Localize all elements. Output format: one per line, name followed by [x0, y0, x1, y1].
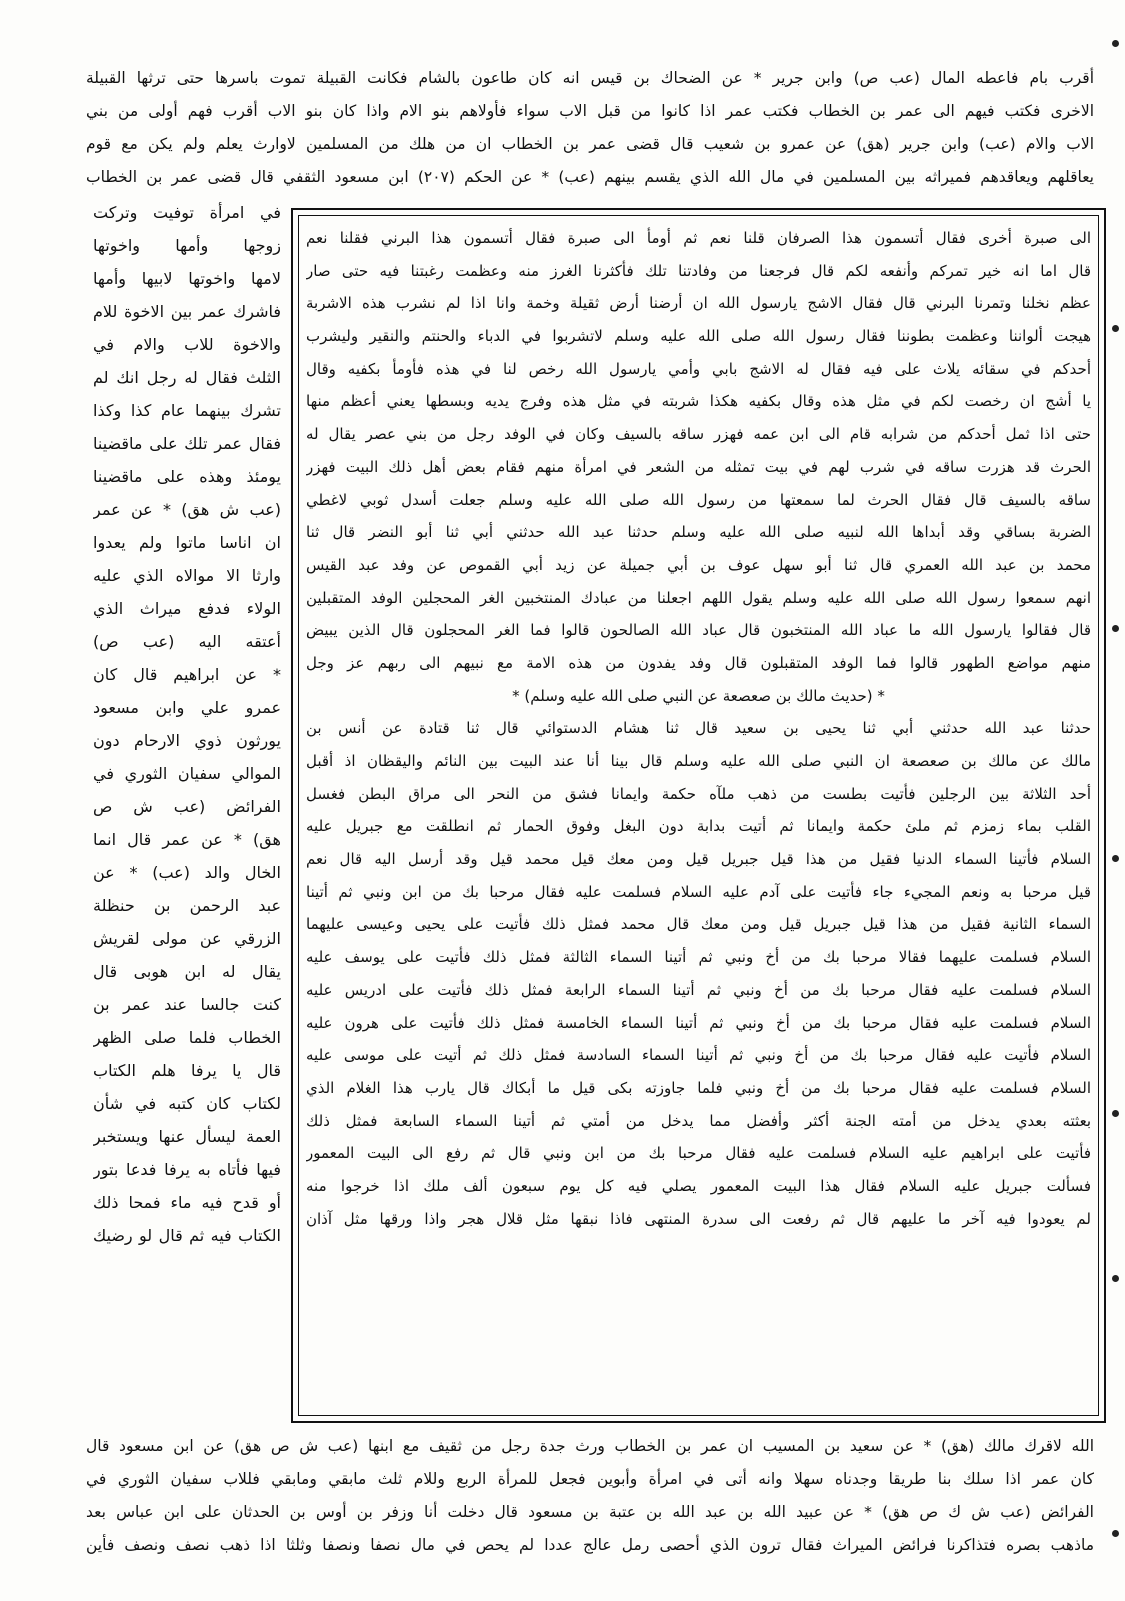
side-text-line: لامها واخوتها لابيها وأمها — [93, 269, 281, 288]
main-text-line: بعثته بعدي يدخل من أمته الجنة أكثر وأفضل مما يدخل من أمتي ثم أتينا السماء السابعة فمثل ذلك — [306, 1111, 1091, 1130]
side-text-line: قال يا يرفا هلم الكتاب — [93, 1061, 281, 1080]
main-text-line: انهم سمعوا رسول الله صلى الله عليه وسلم يقول اللهم اجعلنا من عبادك المنتخبين الغر المحجلين الوفد المتقبلين — [306, 588, 1091, 607]
side-margin-column — [93, 196, 281, 1252]
side-text-line: يومئذ وهذه على ماقضينا — [93, 467, 281, 486]
top-text-block — [86, 62, 1094, 194]
main-text-line: قيل مرحبا به ونعم المجيء جاء فأتيت على آدم عليه السلام فسلمت عليه فقال مرحبا بك من ابن ونبي ثم أتينا — [306, 882, 1091, 901]
main-text-line: حتى اذا ثمل أحدكم من شرابه قام الى ابن عمه فهزر ساقه بالسيف وكان في الوفد رجل من بني عصر يقال له — [306, 425, 1091, 444]
scan-speck — [1112, 40, 1119, 47]
top-text-line: أقرب بام فاعطه المال (عب ص) وابن جرير * عن الضحاك بن قيس انه كان طاعون بالشام فكانت القبيلة تموت باسرها حتى ترثها القبيلة — [86, 69, 1094, 87]
main-text-line: السلام فأتينا السماء الدنيا فقيل من هذا قيل جبريل قيل ومن معك قيل محمد قيل وقد أرسل اليه قال نعم — [306, 850, 1091, 869]
main-text-line: ساقه بالسيف قال فقال الحرث لما سمعتها من رسول الله صلى الله عليه وسلم جعلت أسدل ثوبي لاغطي — [306, 490, 1091, 509]
main-text-line: قال اما انه خير تمركم وأنفعه لكم قال فرجعنا من وفادتنا تلك فأكثرنا الغرز منه وعظمت رغبتنا فيه حتى صار — [306, 261, 1091, 280]
side-text-line: الموالي سفيان الثوري في — [93, 764, 281, 783]
side-text-line: فقال عمر تلك على ماقضينا — [93, 434, 281, 453]
side-text-line: يقال له ابن هوبى قال — [93, 962, 281, 981]
side-text-line: أعتقه اليه (عب ص) — [93, 632, 281, 651]
main-text-line — [306, 1235, 1091, 1268]
main-text-line: الضربة بساقي وقد أبداها الله لنبيه صلى الله عليه وسلم حدثنا عبد الله حدثني أبي ثنا أبو النضر قال ثنا — [306, 523, 1091, 542]
main-text-line: مالك عن مالك بن صعصعة ان النبي صلى الله عليه وسلم قال بينا أنا عند البيت بين النائم واليقظان اذ أقبل — [306, 752, 1091, 770]
main-text-line: السلام فسلمت عليه فقال مرحبا بك من أخ ونبي فلما جاوزته بكى قيل ما أبكاك قال يارب هذا الغلام الذي — [306, 1078, 1091, 1097]
main-text-line: منهم مواضع الطهور قالوا فما الوفد المتقبلون قال وفد يفدون من هذه الامة مع نبيهم الى ربهم عز وجل — [306, 653, 1091, 672]
main-text-line: القلب بماء زمزم ثم ملئ حكمة وايمانا ثم أتيت بدابة دون البغل وفوق الحمار ثم انطلقت مع جبريل عليه — [306, 817, 1091, 836]
main-text-line: قال فقالوا يارسول الله ما عباد الله المنتخبون قال عباد الله الصالحون قالوا فما الغر المحجلون قال الذين يبيض — [306, 621, 1091, 640]
main-text-line: أحد الثلاثة بين الرجلين فأتيت بطست من ذهب ملآه حكمة وايمانا فشق من النحر الى مراق البطن فغسل — [306, 784, 1091, 803]
side-text-line: الخطاب فلما صلى الظهر — [93, 1028, 281, 1047]
main-text-line: أحدكم في سقائه يلاث على فيه فقال له الاشج بابي وأمي يارسول الله رخص لنا في هذه فأومأ بكفيه وقال — [306, 359, 1091, 378]
main-text-line: السلام فأتيت عليه فقال مرحبا بك من أخ ونبي ثم أتينا السماء السادسة فمثل ذلك ثم أتيت على موسى عليه — [306, 1046, 1091, 1065]
scan-speck — [1112, 1110, 1119, 1117]
side-text-line: ان اناسا ماتوا ولم يعدوا — [93, 533, 281, 552]
bottom-text-line: كان عمر اذا سلك بنا طريقا وجدناه سهلا وانه أتى في امرأة وأبوين فجعل للمرأة الربع وللام ثلث مابقي ومابقي فللاب سفيان الثوري في — [86, 1470, 1094, 1488]
side-text-line: أو قدح فيه ماء فمحا ذلك — [93, 1193, 281, 1212]
side-text-line: الثلث فقال له رجل انك لم — [93, 368, 281, 387]
scan-speck — [1112, 1275, 1119, 1282]
side-text-line: زوجها وأمها واخوتها — [93, 236, 281, 255]
scan-speck — [1112, 625, 1119, 632]
main-text-line: فسألت جبريل عليه السلام فقال هذا البيت المعمور يصلي فيه كل يوم سبعون ألف ملك اذا خرجوا منه — [306, 1176, 1091, 1195]
side-text-line: الخال والد (عب) * عن — [93, 863, 281, 882]
side-text-line: الفرائض (عب ش ص — [93, 797, 281, 816]
main-text-line: السلام فسلمت عليه فقال مرحبا بك من أخ ونبي ثم أتينا السماء الخامسة فمثل ذلك فأتيت على هرون عليه — [306, 1013, 1091, 1032]
side-text-line: الكتاب فيه ثم قال لو رضيك — [93, 1226, 281, 1245]
main-text-line: يا أشج ان رخصت لكم في مثل هذه وقال بكفيه هكذا شربته في مثل هذه وفرج يديه وبسطها يعني أعظم منها — [306, 392, 1091, 411]
side-text-line: وارثا الا موالاه الذي عليه — [93, 566, 281, 585]
main-text-line: الحرث قد هزرت ساقه في شرب لهم في بيت تمثله من الشعر في امرأة منهم فقام بعض أهل ذلك البيت فهزر — [306, 457, 1091, 476]
side-text-line: هق) * عن عمر قال انما — [93, 830, 281, 849]
main-text-block — [306, 222, 1091, 1268]
side-text-line: يورثون ذوي الارحام دون — [93, 731, 281, 750]
side-text-line: كنت جالسا عند عمر بن — [93, 995, 281, 1014]
side-text-line: تشرك بينهما عام كذا وكذا — [93, 401, 281, 420]
main-text-line: حدثنا عبد الله حدثني أبي ثنا يحيى بن سعيد قال ثنا هشام الدستوائي قال ثنا قتادة عن أنس بن — [306, 719, 1091, 738]
section-heading: * (حديث مالك بن صعصعة عن النبي صلى الله عليه وسلم) * — [512, 686, 885, 705]
side-text-line: فاشرك عمر بين الاخوة للام — [93, 302, 281, 321]
side-text-line: * عن ابراهيم قال كان — [93, 665, 281, 684]
main-text-line: فأتيت على ابراهيم عليه السلام فسلمت عليه فقال مرحبا بك من ابن ونبي قال ثم رفع الى البيت المعمور — [306, 1144, 1091, 1163]
main-text-line: الى صبرة أخرى فقال أتسمون هذا الصرفان قلنا نعم ثم أومأ الى صبرة فقال أتسمون هذا البرني فقلنا نعم — [306, 229, 1091, 247]
scan-speck — [1112, 1530, 1119, 1537]
top-text-line: الاب والام (عب) وابن جرير (هق) عن عمرو بن شعيب قال قضى عمر بن الخطاب ان من هلك من المسلمين لاوارث يعلم ولم يكن مع قوم — [86, 135, 1094, 153]
side-text-line: لكتاب كان كتبه في شأن — [93, 1094, 281, 1113]
side-text-line: عبد الرحمن بن حنظلة — [93, 896, 281, 915]
main-text-line: السماء الثانية فقيل من هذا قيل جبريل قيل ومن معك قال محمد فمثل ذلك فأتيت على يحيى وعيسى عليهما — [306, 915, 1091, 934]
main-text-line: عظم نخلنا وتمرنا البرني قال فقال الاشج يارسول الله ان أرضنا أرض ثقيلة وخمة وانا اذا لم نشرب هذه الاشربة — [306, 294, 1091, 313]
bottom-text-block — [86, 1430, 1094, 1562]
main-text-line: محمد بن عبد الله العمري قال ثنا أبو سهل عوف بن أبي جميلة عن زيد أبي القموص عن وفد عبد القيس — [306, 555, 1091, 574]
bottom-text-line: الفرائض (عب ش ك ص هق) * عن عبيد الله بن عبد الله بن عتبة بن مسعود قال دخلت أنا وزفر بن أوس بن الحدثان على ابن عباس بعد — [86, 1503, 1094, 1521]
bottom-text-line: ماذهب بصره فتذاكرنا فرائض الميراث فقال ترون الذي أحصى رمل عالج عددا لم يحص في مال نصفا ونصفا وثلثا اذا ذهب نصف ونصف فأين — [86, 1536, 1094, 1554]
top-text-line: يعاقلهم ويعاقدهم فميراثه بين المسلمين في مال الله الذي يقسم بينهم (عب) * عن الحكم (٢٠٧) ابن مسعود الثقفي قال قضى عمر بن الخطاب — [86, 168, 1094, 186]
side-text-line: عمرو علي وابن مسعود — [93, 698, 281, 717]
main-text-line: السلام فسلمت عليه فقال مرحبا بك من أخ ونبي ثم أتينا السماء الرابعة فمثل ذلك فأتيت على ادريس عليه — [306, 980, 1091, 999]
side-text-line: الزرقي عن مولى لقريش — [93, 929, 281, 948]
scan-speck — [1112, 325, 1119, 332]
side-text-line: في امرأة توفيت وتركت — [93, 203, 281, 222]
side-text-line: العمة ليسأل عنها ويستخبر — [93, 1127, 281, 1146]
main-text-line: السلام فسلمت عليهما فقالا مرحبا بك من أخ ونبي ثم أتينا السماء الثالثة فمثل ذلك فأتيت على يوسف عليه — [306, 948, 1091, 967]
main-text-line: لم يعودوا فيه آخر ما عليهم قال ثم رفعت الى سدرة المنتهى فاذا نبقها مثل قلال هجر واذا ورقها مثل آذان — [306, 1209, 1091, 1228]
side-text-line: الولاء فدفع ميراث الذي — [93, 599, 281, 618]
top-text-line: الاخرى فكتب فيهم الى عمر بن الخطاب فكتب عمر اذا كانوا من قبل الاب سواء فأولاهم بنو الام واذا كان بنو الاب أقرب فهم أولى من بني — [86, 102, 1094, 120]
side-text-line: فيها فأتاه به يرفا فدعا بتور — [93, 1160, 281, 1179]
scan-speck — [1112, 855, 1119, 862]
main-text-line: هيجت ألواننا وعظمت بطوننا فقال رسول الله صلى الله عليه وسلم لاتشربوا في الدباء والحنتم والنقير وليشرب — [306, 327, 1091, 346]
bottom-text-line: الله لاقرك مالك (هق) * عن سعيد بن المسيب ان عمر بن الخطاب ورث جدة رجل من ثقيف مع ابنها (عب ش ص هق) عن ابن مسعود قال — [86, 1437, 1094, 1455]
side-text-line: والاخوة للاب والام في — [93, 335, 281, 354]
side-text-line: (عب ش هق) * عن عمر — [93, 500, 281, 519]
